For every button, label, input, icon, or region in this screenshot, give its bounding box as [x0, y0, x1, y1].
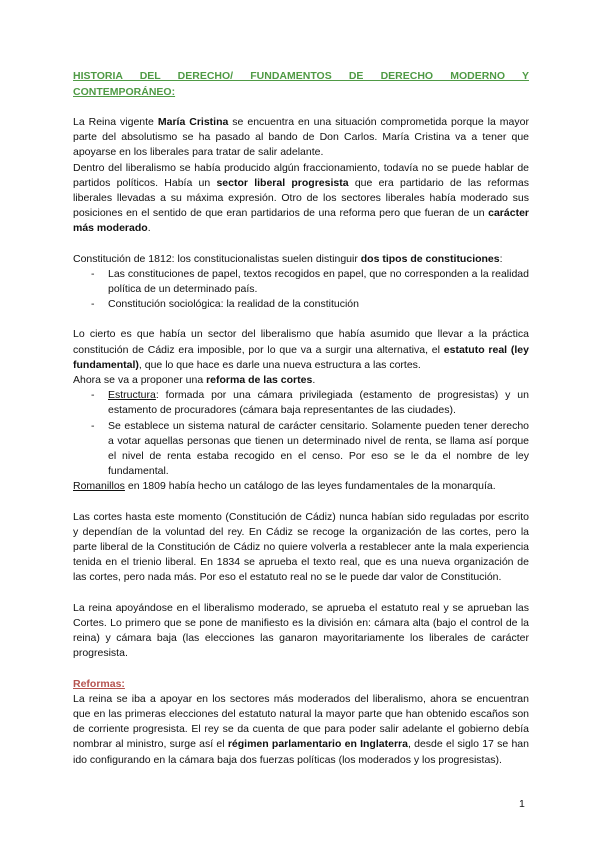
bold-term: estatuto real (ley fundamental) [73, 343, 529, 371]
reforma-list [73, 388, 529, 479]
paragraph-cortes-cadiz: Las cortes hasta este momento (Constitución de Cádiz) nunca habían sido reguladas por escrito y dependían de la voluntad del rey. En Cádiz se recoge la organización de las cortes, pero la parte liberal de la Constitución de Cádiz no quiere volverla a restablecer ante la mala experiencia tenida en el trienio liberal. En 1834 se aprueba el texto real, que es una nueva organización de las cortes, pero nada más. Por eso el estatuto real no se le puede dar valor de Constitución. [73, 510, 529, 584]
paragraph-constitucion-1812 [73, 252, 529, 267]
text-run: en 1809 había hecho un catálogo de las leyes fundamentales de la monarquía. [124, 480, 496, 493]
spacer [73, 312, 529, 327]
list-item [73, 388, 529, 418]
page-content [73, 69, 529, 768]
list-item: - Se establece un sistema natural de carácter censitario. Solamente pueden tener derecho a votar aquellas personas que tienen un determinado nivel de renta, se llama así porque el nivel de renta estaba recogido en el censo. Por eso se le da el nombre de ley fundamental. [73, 419, 529, 480]
text-run: Constitución de 1812: los constitucionalistas suelen distinguir [73, 252, 361, 265]
spacer [73, 586, 529, 601]
list-item: - Constitución sociológica: la realidad de la constitución [73, 297, 529, 312]
text-run: La reina se iba a apoyar en los sectores más moderados del liberalismo, ahora se encuentran que en las primeras elecciones del estatuto natural la mayor parte que han obtenido escaños son de corriente progresista. El rey se da cuenta de que para poder salir adelante el gobierno debía nombrar al ministro, surge así el [73, 692, 529, 751]
text-run: : [499, 252, 503, 265]
list-item: - Las constituciones de papel, textos recogidos en papel, que no corresponden a la realidad política de un determinado país. [73, 267, 529, 297]
bold-term: María Cristina [157, 116, 229, 128]
constitution-types-list [73, 267, 529, 313]
spacer [73, 662, 529, 677]
page-number: 1 [519, 798, 525, 810]
text-run: se encuentra en una situación comprometida porque la mayor parte del absolutismo se ha pasado al bando de Don Carlos. María Cristina va a tener que apoyarse en los liberales para tratar de salir adelante. [73, 116, 529, 159]
text-run: que era partidario de las reformas liberales llevadas a su máxima expresión. Otro de los sectores liberales había moderado sus posiciones en el sentido de que eran partidarios de una reforma pero que fueran de un [73, 176, 530, 220]
paragraph-maria-cristina [73, 115, 529, 161]
text-run: , desde el siglo 17 se han ido configurando en la cámara baja dos fuerzas políticas (los moderados y los progresistas). [73, 738, 529, 766]
paragraph-reina-moderado: La reina apoyándose en el liberalismo moderado, se aprueba el estatuto real y se aprueban las Cortes. Lo primero que se pone de manifiesto es la división en: cámara alta (bajo el control de la reina) y cámara baja (las elecciones las ganaron mayoritariamente los liberales de carácter progresista. [73, 601, 529, 660]
paragraph-romanillos [73, 479, 529, 494]
paragraph-reformas [73, 692, 529, 768]
bold-term: dos tipos de constituciones [360, 252, 500, 265]
bold-term: régimen parlamentario en Inglaterra [227, 738, 408, 751]
underlined-term: Romanillos [73, 480, 125, 493]
bold-term: reforma de las cortes [206, 374, 313, 387]
subheading-reformas: Reformas: [73, 677, 125, 690]
bold-term: sector liberal progresista [216, 176, 349, 189]
text-run: Lo cierto es que había un sector del liberalismo que había asumido que llevar a la práctica constitución de Cádiz era imposible, por lo que va a surgir una alternativa, el [73, 328, 529, 356]
text-run: , que lo que hace es darle una nueva estructura a las cortes. [138, 358, 421, 371]
text-run: La Reina vigente [73, 116, 158, 128]
text-run: Dentro del liberalismo se había producido algún fraccionamiento, todavía no se puede hablar de partidos políticos. Había un [73, 161, 529, 189]
bold-term: carácter más moderado [73, 207, 529, 235]
paragraph-liberalismo [73, 161, 529, 237]
paragraph-estatuto-real [73, 327, 529, 373]
paragraph-reforma-cortes [73, 373, 529, 388]
spacer [73, 495, 529, 510]
text-run: : formada por una cámara privilegiada (estamento de progresistas) y un estamento de procuradores (cámara baja representantes de las ciudades). [108, 389, 529, 417]
document-title: HISTORIA DEL DERECHO/ FUNDAMENTOS DE DERECHO MODERNO Y CONTEMPORÁNEO: [73, 70, 529, 98]
text-run: Ahora se va a proponer una [73, 374, 207, 387]
spacer [73, 237, 529, 252]
underlined-term: Estructura [108, 389, 156, 402]
text-run: . [312, 374, 316, 387]
text-run: . [147, 222, 151, 235]
